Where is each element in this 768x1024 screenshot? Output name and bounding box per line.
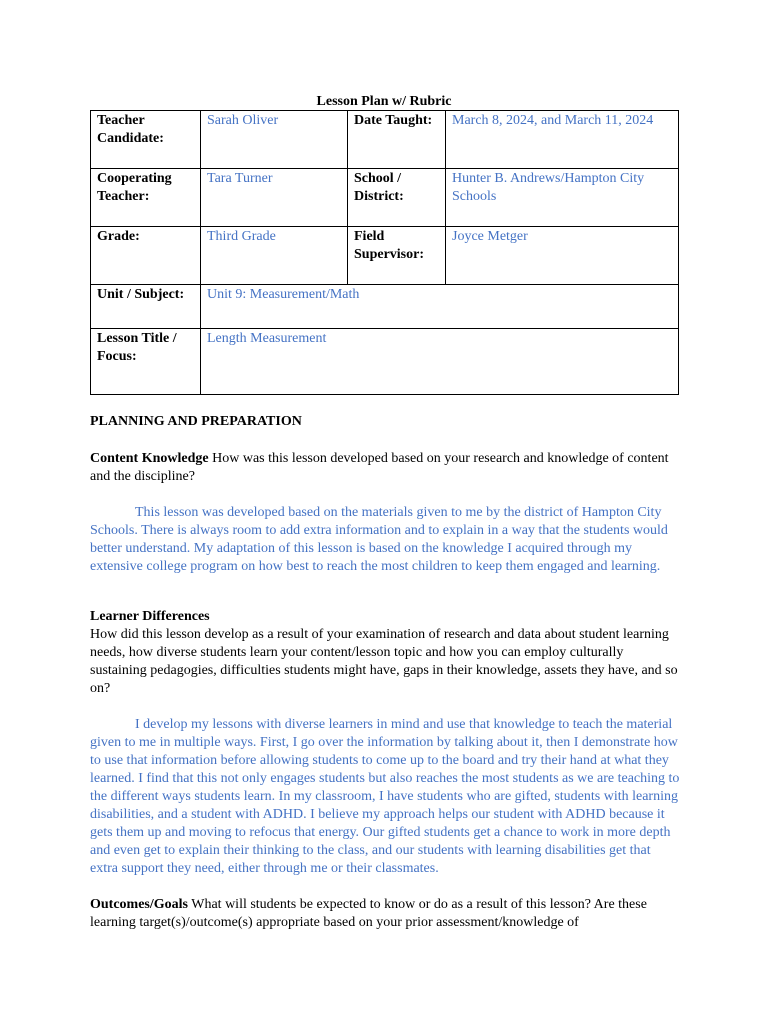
teacher-candidate-label: Teacher Candidate: [91,111,201,169]
school-district-value: Hunter B. Andrews/Hampton City Schools [446,169,679,227]
outcomes-question [90,896,680,932]
lesson-title-label: Lesson Title / Focus: [91,329,201,395]
outcomes-label: Outcomes/Goals [90,897,188,912]
date-taught-value: March 8, 2024, and March 11, 2024 [446,111,679,169]
document-page [90,94,680,930]
unit-subject-label: Unit / Subject: [91,285,201,329]
table-row [91,285,679,329]
table-row [91,169,679,227]
cooperating-teacher-label: Cooperating Teacher: [91,169,201,227]
content-knowledge-question [90,450,680,486]
unit-subject-value: Unit 9: Measurement/Math [201,285,679,329]
school-district-label: School / District: [348,169,446,227]
table-row [91,111,679,169]
lesson-info-table [90,110,679,395]
outcomes-prompt: What will students be expected to know or do as a result of this lesson? Are these learning target(s)/outcome(s) appropriate based on your prior assessment/knowledge of [90,897,647,930]
learner-differences-answer: I develop my lessons with diverse learners in mind and use that knowledge to teach the material given to me in multiple ways. First, I go over the information by talking about it, then I demonstrate how to use that information before allowing students to come up to the board and try their hand at what they learned. I find that this not only engages students but also reaches the most students as we are teaching to the different ways students learn. In my classroom, I have students who are gifted, students with learning disabilities, and a student with ADHD. I believe my approach helps our student with ADHD because it gets them up and moving to refocus that energy. Our gifted students get a chance to work in more depth and even get to explain their thinking to the class, and our students with learning disabilities get that extra support they need, either through me or their classmates. [90,717,680,876]
document-title: Lesson Plan w/ Rubric [316,94,452,109]
field-supervisor-label: Field Supervisor: [348,227,446,285]
table-row [91,329,679,395]
table-row [91,227,679,285]
teacher-candidate-value: Sarah Oliver [201,111,348,169]
date-taught-label: Date Taught: [348,111,446,169]
planning-heading: PLANNING AND PREPARATION [90,414,302,429]
cooperating-teacher-value: Tara Turner [201,169,348,227]
content-knowledge-label: Content Knowledge [90,451,209,466]
content-knowledge-answer: This lesson was developed based on the materials given to me by the district of Hampton City Schools. There is always room to add extra information and to explain in a way that the students would better understand. My adaptation of this lesson is based on the knowledge I acquired through my extensive college program on how best to reach the most children to keep them engaged and learning. [90,505,668,574]
grade-label: Grade: [91,227,201,285]
learner-differences-prompt: How did this lesson develop as a result of your examination of research and data about student learning needs, how diverse students learn your content/lesson topic and how you can employ culturally sustaining pedagogies, difficulties students might have, gaps in their knowledge, assets they have, and so on? [90,627,678,696]
learner-differences-label: Learner Differences [90,609,210,624]
lesson-title-value: Length Measurement [201,329,679,395]
grade-value: Third Grade [201,227,348,285]
content-knowledge-prompt: How was this lesson developed based on your research and knowledge of content and the discipline? [90,451,669,484]
field-supervisor-value: Joyce Metger [446,227,679,285]
